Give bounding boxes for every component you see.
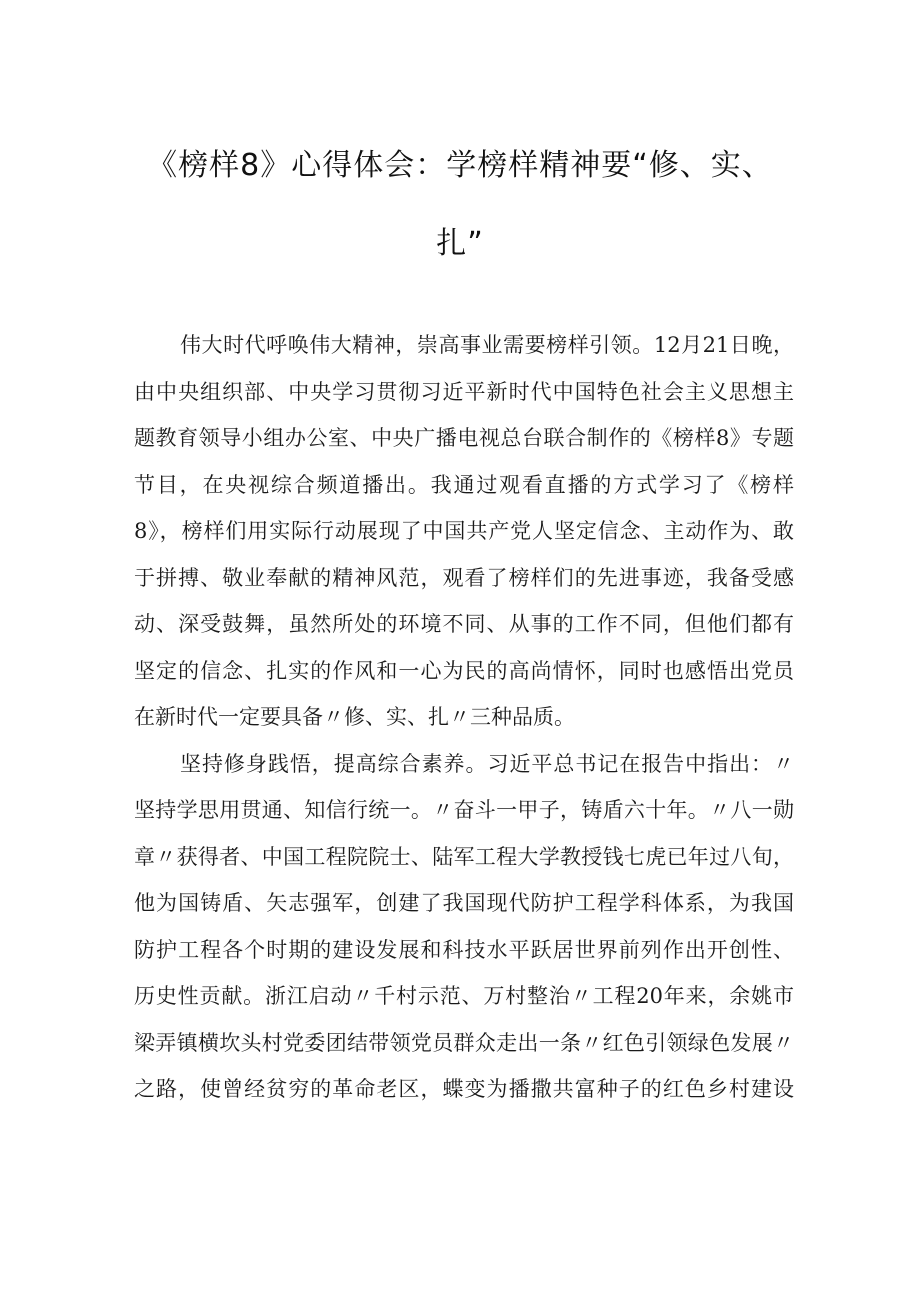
paragraph-1-line: 伟大时代呼唤伟大精神，崇高事业需要榜样引领。12月21日晚， (180, 333, 794, 357)
paragraph-1-line: 动、深受鼓舞，虽然所处的环境不同、从事的工作不同，但他们都有 (134, 612, 794, 636)
paragraph-2-line: 他为国铸盾、矢志强军，创建了我国现代防护工程学科体系，为我国 (134, 891, 794, 915)
paragraph-1-line: 8》，榜样们用实际行动展现了中国共产党人坚定信念、主动作为、敢 (134, 519, 794, 543)
paragraph-2-line: 坚持学思用贯通、知信行统一。〃奋斗一甲子，铸盾六十年。〃八一勋 (134, 798, 794, 822)
paragraph-2-line: 梁弄镇横坎头村党委团结带领党员群众走出一条〃红色引领绿色发展〃 (134, 1031, 794, 1055)
paragraph-2-line: 坚持修身践悟，提高综合素养。习近平总书记在报告中指出：〃 (180, 752, 794, 776)
paragraph-2-line: 章〃获得者、中国工程院院士、陆军工程大学教授钱七虎已年过八旬， (134, 845, 794, 869)
paragraph-1-line: 题教育领导小组办公室、中央广播电视总台联合制作的《榜样8》专题 (134, 426, 794, 450)
document-title-line-1: 《榜样8》心得体会：学榜样精神要“修、实、 (147, 148, 773, 183)
paragraph-1-line: 于拼搏、敬业奉献的精神风范，观看了榜样们的先进事迹，我备受感 (134, 566, 794, 590)
paragraph-1-line: 节目，在央视综合频道播出。我通过观看直播的方式学习了《榜样 (134, 473, 794, 497)
paragraph-2-line: 之路，使曾经贫穷的革命老区，蝶变为播撒共富种子的红色乡村建设 (134, 1077, 794, 1101)
paragraph-1-line: 由中央组织部、中央学习贯彻习近平新时代中国特色社会主义思想主 (134, 380, 794, 404)
paragraph-2-line: 防护工程各个时期的建设发展和科技水平跃居世界前列作出开创性、 (134, 938, 794, 962)
paragraph-1-line: 在新时代一定要具备〃修、实、扎〃三种品质。 (134, 705, 575, 729)
paragraph-2-line: 历史性贡献。浙江启动〃千村示范、万村整治〃工程20年来，余姚市 (134, 984, 794, 1008)
paragraph-1-line: 坚定的信念、扎实的作风和一心为民的高尚情怀，同时也感悟出党员 (134, 659, 794, 683)
document-title-line-2: 扎” (436, 226, 484, 261)
